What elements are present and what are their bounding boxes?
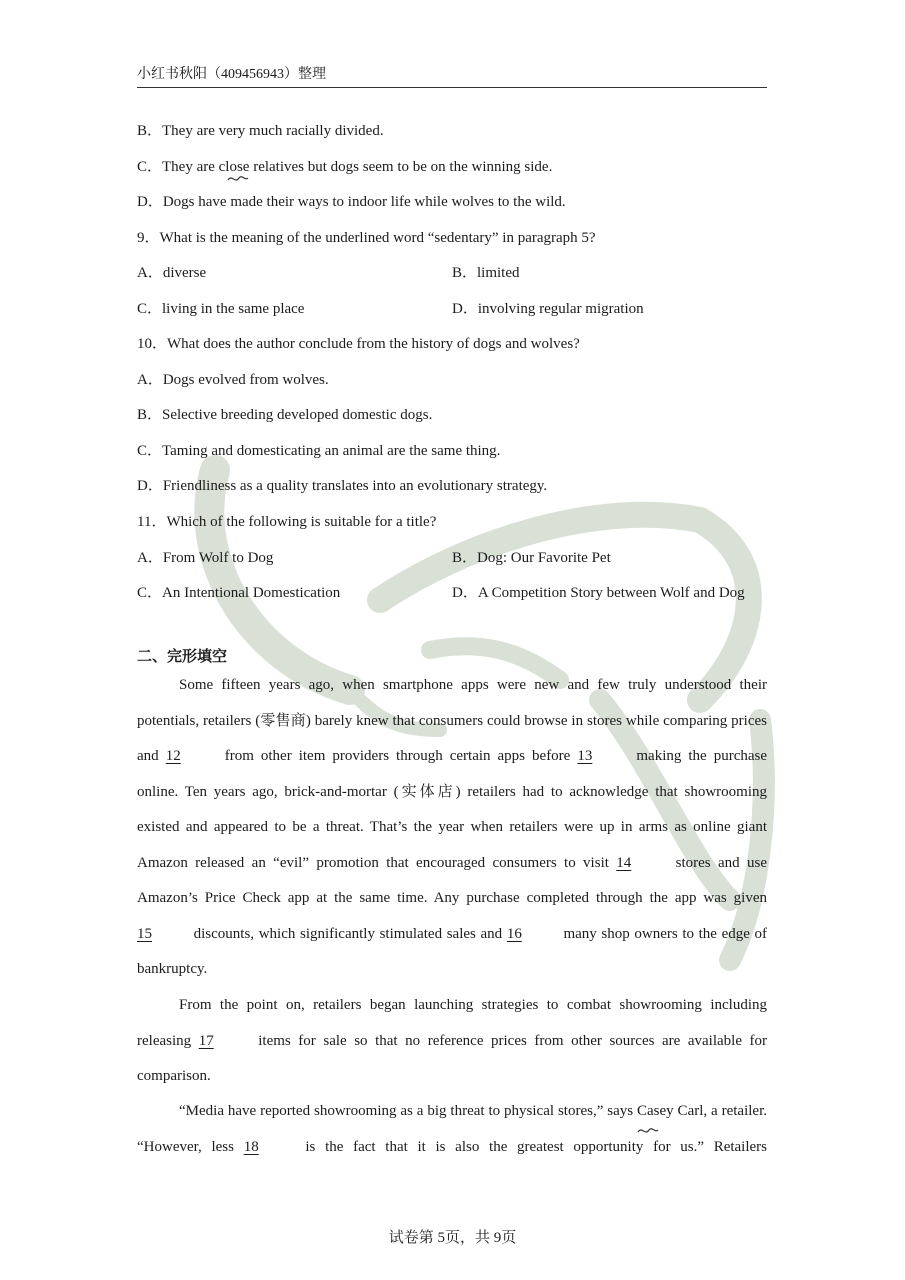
paragraph-text: stores and use Amazon’s Price Check app at the same time. Any purchase completed through the app was given bbox=[137, 854, 767, 906]
q9-option-b: B．limited bbox=[452, 265, 520, 281]
paragraph-text: discounts, which significantly stimulated sales and bbox=[193, 925, 503, 942]
q8-option-c: C．They are close relatives but dogs seem to be on the winning side. bbox=[137, 159, 553, 175]
paragraph-text: from other item providers through certain apps before bbox=[224, 748, 571, 764]
paragraph-text: Some fifteen years ago, when smartphone apps were new and few truly understood their potentials, retailers (零售商) barely knew that consumers could browse in stores while comparing prices and bbox=[137, 677, 767, 764]
q10-option-b: B．Selective breeding developed domestic dogs. bbox=[137, 407, 433, 423]
blank-18: 18 bbox=[243, 1138, 259, 1155]
q10-option-d: D．Friendliness as a quality translates into an evolutionary strategy. bbox=[137, 478, 548, 494]
paragraph-text: items for sale so that no reference prices from other sources are available for comparison. bbox=[137, 1032, 768, 1084]
q10-option-c: C．Taming and domesticating an animal are the same thing. bbox=[137, 443, 501, 459]
q9-option-c: C．living in the same place bbox=[137, 301, 305, 317]
q11-option-a: A．From Wolf to Dog bbox=[137, 550, 274, 566]
handwritten-mark-icon bbox=[226, 172, 250, 186]
blank-12: 12 bbox=[165, 748, 181, 764]
blank-15: 15 bbox=[137, 925, 152, 942]
q11-stem: 11．Which of the following is suitable for a title? bbox=[137, 514, 437, 530]
q11-option-b: B．Dog: Our Favorite Pet bbox=[452, 550, 611, 566]
q8-option-d: D．Dogs have made their ways to indoor life while wolves to the wild. bbox=[137, 194, 566, 210]
blank-14: 14 bbox=[616, 854, 632, 871]
paragraph-text: making the purchase online. Ten years ago, brick-and-mortar (实体店) retailers had to acknowledge that showrooming existed and appeared to be a threat. That’s the year when retailers were up in arms as online giant Amazon released an “evil” promotion that encouraged consumers to visit bbox=[137, 748, 768, 871]
q10-option-a: A．Dogs evolved from wolves. bbox=[137, 372, 329, 388]
q10-stem: 10．What does the author conclude from the history of dogs and wolves? bbox=[137, 336, 580, 352]
blank-13: 13 bbox=[577, 748, 593, 764]
section-title-cloze: 二、完形填空 bbox=[137, 647, 228, 665]
page-header: 小红书秋阳（409456943）整理 bbox=[137, 63, 767, 88]
q9-option-a: A．diverse bbox=[137, 265, 207, 281]
page-footer: 试卷第 5页，共 9页 bbox=[388, 1230, 517, 1246]
q11-option-d: D．A Competition Story between Wolf and Dog bbox=[452, 585, 745, 601]
cloze-paragraph-1 bbox=[137, 668, 767, 988]
q8-option-b: B．They are very much racially divided. bbox=[137, 123, 384, 139]
q9-option-d: D．involving regular migration bbox=[452, 301, 644, 317]
blank-17: 17 bbox=[198, 1032, 214, 1049]
paragraph-text: many shop owners to the edge of bankruptcy. bbox=[137, 925, 768, 977]
q11-option-c: C．An Intentional Domestication bbox=[137, 585, 341, 601]
cloze-paragraph-2 bbox=[137, 988, 767, 1095]
cloze-paragraph-3 bbox=[137, 1094, 767, 1165]
paragraph-text: From the point on, retailers began launching strategies to combat showrooming including releasing bbox=[137, 997, 767, 1049]
paragraph-text: is the fact that it is also the greatest opportunity for us.” Retailers bbox=[305, 1138, 768, 1155]
blank-16: 16 bbox=[506, 925, 522, 942]
handwritten-mark-icon bbox=[636, 1124, 660, 1138]
paragraph-text: “Media have reported showrooming as a big threat to physical stores,” says Casey Carl, a retailer. “However, less bbox=[137, 1103, 767, 1155]
q9-stem: 9．What is the meaning of the underlined word “sedentary” in paragraph 5? bbox=[137, 230, 596, 246]
